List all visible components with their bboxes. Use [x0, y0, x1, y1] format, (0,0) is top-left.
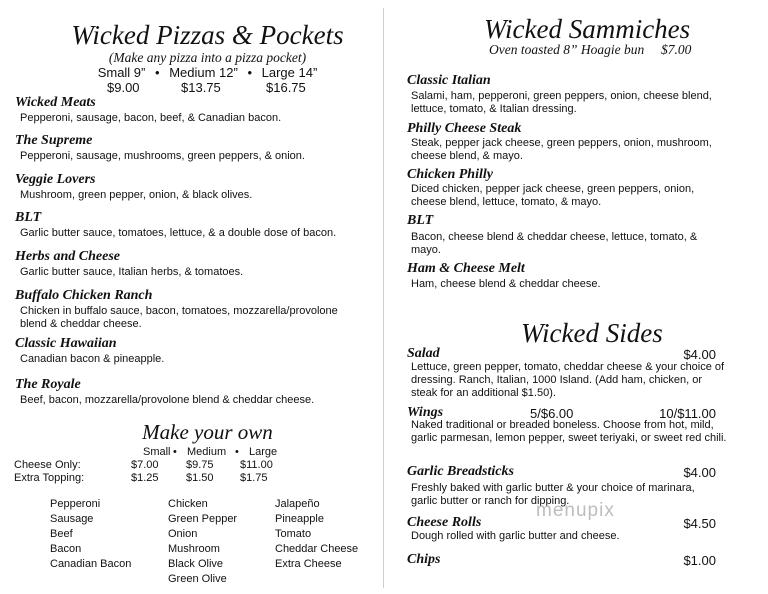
topping-item: Green Olive	[168, 573, 227, 585]
toppings-column-1	[50, 497, 131, 572]
side-price: $4.00	[683, 465, 716, 480]
extra-topping-small: $1.25	[131, 472, 159, 484]
pizza-desc: Pepperoni, sausage, bacon, beef, & Canadian bacon.	[20, 112, 282, 124]
sammich-desc: Ham, cheese blend & cheddar cheese.	[411, 278, 601, 290]
pizza-desc: Pepperoni, sausage, mushrooms, green peppers, & onion.	[20, 150, 305, 162]
pizza-name: BLT	[15, 210, 42, 225]
sammich-name: Philly Cheese Steak	[407, 121, 522, 136]
price-medium: $13.75	[181, 80, 221, 95]
price-large: $16.75	[266, 80, 306, 95]
side-name: Garlic Breadsticks	[407, 464, 514, 479]
cheese-only-label: Cheese Only:	[14, 459, 81, 471]
side-price-small: 5/$6.00	[530, 406, 574, 421]
side-desc: Naked traditional or breaded boneless. Choose from hot, mild, garlic parmesan, lemon pepper, sweet teriyaki, or sweet red chili.	[411, 419, 727, 444]
pizzas-title: Wicked Pizzas & Pockets	[71, 20, 344, 50]
topping-item: Sausage	[50, 513, 94, 525]
side-name: Cheese Rolls	[407, 515, 482, 530]
myo-separator: •	[235, 446, 239, 458]
size-large: Large 14”	[261, 65, 318, 80]
myo-size-small: Small	[143, 446, 171, 458]
pizza-name: Wicked Meats	[15, 95, 96, 110]
extra-topping-large: $1.75	[240, 472, 268, 484]
myo-size-medium: Medium	[187, 446, 227, 458]
column-divider	[383, 8, 384, 588]
pizza-name: The Supreme	[15, 133, 93, 148]
topping-item: Pepperoni	[50, 498, 101, 510]
pizza-name: Classic Hawaiian	[15, 336, 117, 351]
sammich-desc: Salami, ham, pepperoni, green peppers, onion, cheese blend, lettuce, tomato, & Italian dressing.	[411, 90, 712, 115]
price-small: $9.00	[107, 80, 140, 95]
sammiches-price: $7.00	[661, 42, 692, 57]
topping-item: Canadian Bacon	[50, 558, 132, 570]
sammich-name: Ham & Cheese Melt	[407, 261, 525, 276]
side-desc: Freshly baked with garlic butter & your choice of marinara, garlic butter or ranch for dipping.	[411, 482, 695, 507]
side-price: 10/$11.00	[659, 406, 716, 421]
menupix-watermark: menupix	[536, 500, 615, 521]
size-separator: •	[247, 65, 253, 80]
pizza-desc: Canadian bacon & pineapple.	[20, 353, 165, 365]
size-medium: Medium 12”	[169, 65, 238, 80]
topping-item: Beef	[50, 528, 73, 540]
side-desc: Lettuce, green pepper, tomato, cheddar cheese & your choice of dressing. Ranch, Italian, 1000 Island. (Add ham, chicken, or steak for an additional $1.50).	[411, 361, 725, 399]
pizza-name: Veggie Lovers	[15, 172, 96, 187]
myo-separator: •	[173, 446, 177, 458]
topping-item: Green Pepper	[168, 513, 238, 525]
pizza-name: The Royale	[15, 377, 81, 392]
side-price: $4.00	[683, 347, 716, 362]
pizza-name: Herbs and Cheese	[15, 249, 120, 264]
cheese-only-small: $7.00	[131, 459, 159, 471]
size-separator: •	[155, 65, 160, 80]
topping-item: Tomato	[275, 528, 312, 540]
toppings-column-2	[168, 497, 237, 587]
topping-item: Pineapple	[275, 513, 324, 525]
topping-item: Extra Cheese	[275, 558, 342, 570]
sammich-name: BLT	[407, 213, 434, 228]
sammich-name: Classic Italian	[407, 73, 491, 88]
side-price: $4.50	[683, 516, 716, 531]
topping-item: Onion	[168, 528, 198, 540]
size-small: Small 9”	[97, 65, 146, 80]
sammich-name: Chicken Philly	[407, 167, 493, 182]
side-name: Chips	[407, 552, 441, 567]
topping-item: Cheddar Cheese	[275, 543, 359, 555]
side-price: $1.00	[683, 553, 716, 568]
extra-topping-medium: $1.50	[186, 472, 214, 484]
topping-item: Black Olive	[168, 558, 224, 570]
cheese-only-large: $11.00	[240, 459, 273, 471]
pizza-sizes	[0, 65, 415, 80]
pizzas-subtitle: (Make any pizza into a pizza pocket)	[108, 50, 307, 65]
pizza-desc: Garlic butter sauce, Italian herbs, & tomatoes.	[20, 266, 244, 278]
cheese-only-medium: $9.75	[186, 459, 214, 471]
sammich-desc: Diced chicken, pepper jack cheese, green peppers, onion, cheese blend, lettuce, tomato, & mayo.	[411, 183, 695, 208]
pizza-desc: Beef, bacon, mozzarella/provolone blend & cheddar cheese.	[20, 394, 315, 406]
sammiches-subtitle: Oven toasted 8” Hoagie bun	[489, 42, 645, 57]
topping-item: Bacon	[50, 543, 82, 555]
sammich-desc: Steak, pepper jack cheese, green peppers, onion, mushroom, cheese blend, & mayo.	[411, 137, 712, 162]
myo-size-large: Large	[249, 446, 278, 458]
extra-topping-label: Extra Topping:	[14, 472, 85, 484]
topping-item: Chicken	[168, 498, 208, 510]
pizza-name: Buffalo Chicken Ranch	[15, 288, 153, 303]
sammiches-title: Wicked Sammiches	[484, 14, 691, 44]
side-name: Wings	[407, 405, 444, 420]
side-desc: Dough rolled with garlic butter and cheese.	[411, 530, 620, 542]
pizza-desc: Chicken in buffalo sauce, bacon, tomatoes, mozzarella/provolone blend & cheddar cheese.	[20, 305, 338, 330]
pizza-desc: Garlic butter sauce, tomatoes, lettuce, & a double dose of bacon.	[20, 227, 337, 239]
toppings-column-3	[275, 497, 358, 572]
sammich-desc: Bacon, cheese blend & cheddar cheese, lettuce, tomato, & mayo.	[411, 231, 698, 256]
topping-item: Jalapeño	[275, 498, 320, 510]
topping-item: Mushroom	[168, 543, 220, 555]
side-name: Salad	[407, 346, 440, 361]
sides-title: Wicked Sides	[521, 318, 663, 348]
pizza-desc: Mushroom, green pepper, onion, & black olives.	[20, 189, 253, 201]
make-your-own-title: Make your own	[142, 420, 273, 444]
